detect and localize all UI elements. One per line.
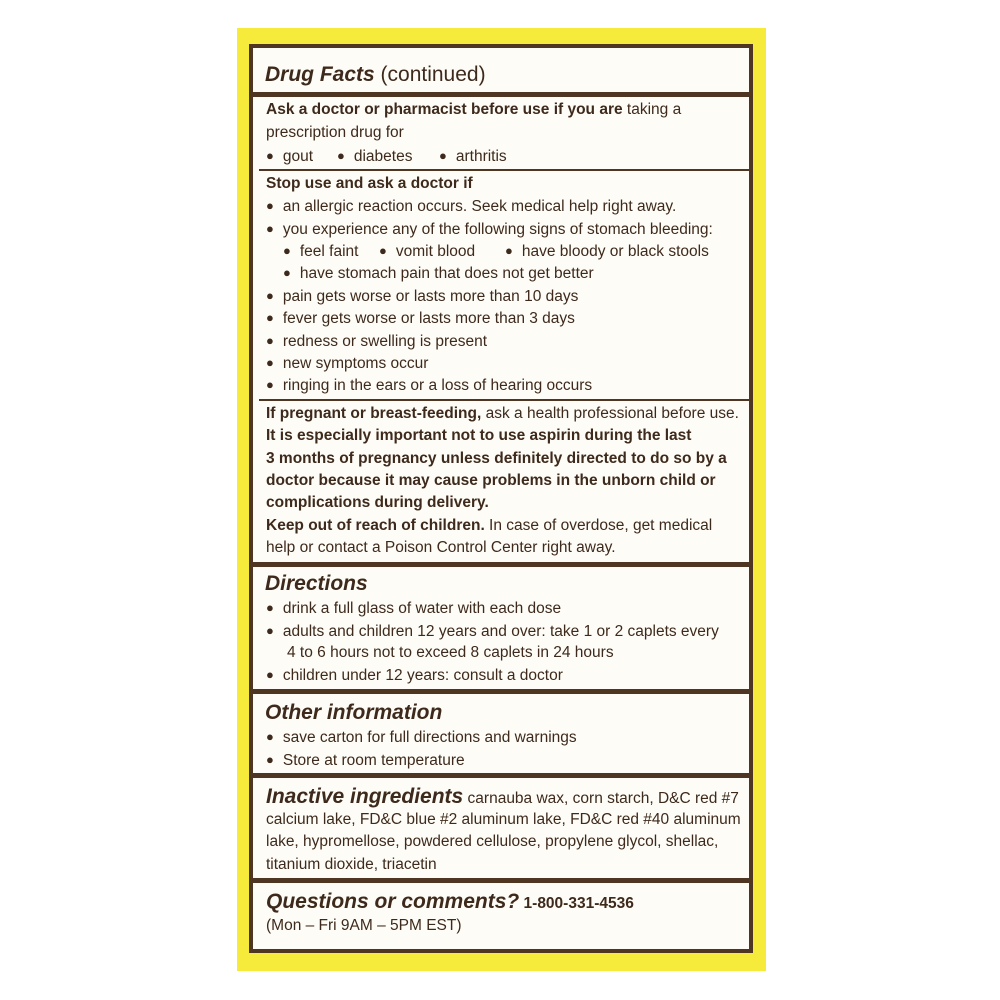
list-item [439,145,507,168]
bullet-icon: ● [266,288,274,303]
item-text: have stomach pain that does not get better [299,265,594,282]
divider [259,399,749,401]
divider [259,169,749,171]
item-text: ringing in the ears or a loss of hearing occurs [282,377,593,394]
aspirin-warning-line: doctor because it may cause problems in the unborn child or [266,472,716,489]
inactive-line1-rest: carnauba wax, corn starch, D&C red #7 [463,790,739,807]
questions-phone: 1-800-331-4536 [523,895,634,912]
ask-doctor-line1 [266,99,681,121]
list-item [266,285,578,308]
drug-facts-panel [249,44,753,953]
item-text: diabetes [353,148,413,165]
item-text: fever gets worse or lasts more than 3 days [282,310,575,327]
bullet-icon: ● [283,243,291,258]
ask-doctor-heading: Ask a doctor or pharmacist before use if you are [266,101,623,118]
list-item [266,352,428,375]
bullet-icon: ● [266,729,274,744]
list-item [283,262,594,285]
keep-out-line2: help or contact a Poison Control Center right away. [266,539,616,556]
bullet-icon: ● [266,198,274,213]
bullet-icon: ● [266,355,274,370]
item-text: pain gets worse or lasts more than 10 days [282,288,579,305]
inactive-line: titanium dioxide, triacetin [266,856,437,873]
item-text: arthritis [455,148,507,165]
item-text: Store at room temperature [282,752,465,769]
item-text: an allergic reaction occurs. Seek medical help right away. [282,198,677,215]
divider [253,878,749,883]
list-item [266,620,719,643]
bullet-icon: ● [266,333,274,348]
bullet-icon: ● [266,752,274,767]
item-text: children under 12 years: consult a doctor [282,667,563,684]
list-item [266,218,713,241]
pregnant-line [266,403,739,425]
list-item [337,145,412,168]
pregnant-heading: If pregnant or breast-feeding, [266,405,482,422]
item-text: gout [282,148,314,165]
list-item-continuation: 4 to 6 hours not to exceed 8 caplets in 24 hours [287,644,614,661]
drug-facts-title-sub: (continued) [374,63,486,86]
item-text: redness or swelling is present [282,333,488,350]
bullet-icon: ● [266,667,274,682]
keep-out-heading: Keep out of reach of children. [266,517,485,534]
list-item [505,240,709,263]
item-text: save carton for full directions and warnings [282,729,577,746]
item-text: drink a full glass of water with each dose [282,600,562,617]
list-item [266,195,676,218]
drug-facts-title [265,62,486,88]
list-item [266,749,465,772]
questions-line [266,889,634,915]
bullet-icon: ● [266,148,274,163]
questions-hours: (Mon – Fri 9AM – 5PM EST) [266,917,462,934]
bullet-icon: ● [337,148,345,163]
aspirin-warning-line: 3 months of pregnancy unless definitely directed to do so by a [266,450,727,467]
list-item [266,145,313,168]
inactive-line: lake, hypromellose, powdered cellulose, propylene glycol, shellac, [266,833,719,850]
other-information-title: Other information [265,701,443,724]
item-text: you experience any of the following signs of stomach bleeding: [282,221,713,238]
item-text: new symptoms occur [282,355,429,372]
keep-out-line1 [266,515,712,537]
bullet-icon: ● [266,221,274,236]
aspirin-warning-line: complications during delivery. [266,494,489,511]
bullet-icon: ● [505,243,513,258]
item-text: adults and children 12 years and over: take 1 or 2 caplets every [282,623,719,640]
bullet-icon: ● [439,148,447,163]
directions-title: Directions [265,572,368,595]
list-item [266,374,592,397]
bullet-icon: ● [266,600,274,615]
inactive-line1 [266,784,739,810]
divider [253,773,749,778]
item-text: feel faint [299,243,359,260]
bullet-icon: ● [379,243,387,258]
drug-facts-title-text: Drug Facts [265,63,375,86]
list-item [266,597,561,620]
questions-title: Questions or comments? [266,890,520,913]
list-item [266,726,577,749]
stop-use-heading: Stop use and ask a doctor if [266,175,473,192]
list-item [266,307,575,330]
list-item [266,664,563,687]
ask-doctor-rest: taking a [622,101,682,118]
list-item [379,240,475,263]
divider [253,92,749,97]
bullet-icon: ● [266,377,274,392]
item-text: vomit blood [395,243,476,260]
list-item [266,330,487,353]
divider [253,689,749,694]
bullet-icon: ● [266,310,274,325]
item-text: have bloody or black stools [521,243,709,260]
bullet-icon: ● [266,623,274,638]
pregnant-rest: ask a health professional before use. [481,405,739,422]
inactive-title: Inactive ingredients [266,785,464,808]
bullet-icon: ● [283,265,291,280]
inactive-line: calcium lake, FD&C blue #2 aluminum lake, FD&C red #40 aluminum [266,811,741,828]
list-item [283,240,358,263]
aspirin-warning-line: It is especially important not to use aspirin during the last [266,427,692,444]
ask-doctor-line2: prescription drug for [266,124,404,141]
keep-out-rest: In case of overdose, get medical [484,517,713,534]
divider [253,562,749,567]
